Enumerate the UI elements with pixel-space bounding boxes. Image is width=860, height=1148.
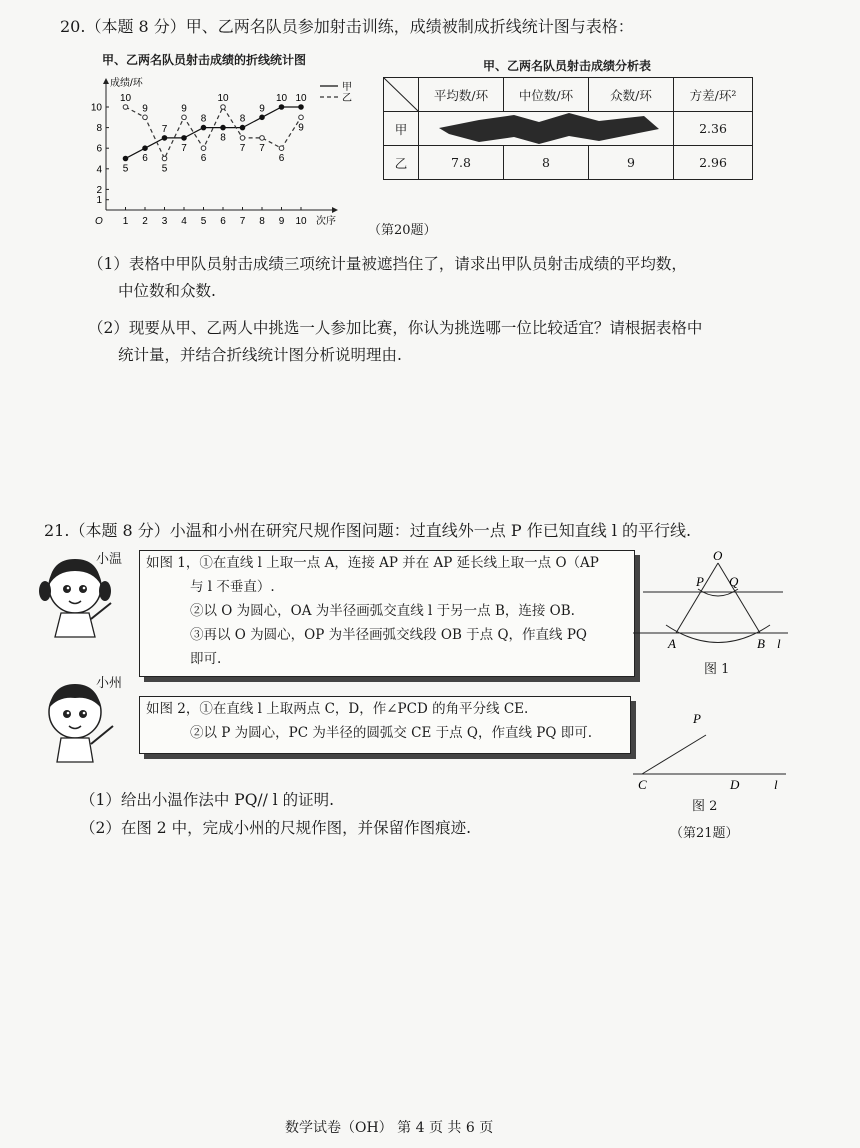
x-tick-label: 1 — [122, 216, 129, 227]
fig1-line-l: l — [777, 636, 781, 650]
mean-value: 7.8 — [419, 146, 504, 180]
data-label: 9 — [181, 103, 187, 115]
fig1-point-b: B — [757, 636, 765, 650]
median-value: 8 — [504, 146, 589, 180]
table-title: 甲、乙两名队员射击成绩分析表 — [483, 59, 652, 73]
box2-line: ②以 P 为圆心，PC 为半径的圆弧交 CE 于点 Q，作直线 PQ 即可. — [190, 725, 593, 741]
data-label: 6 — [278, 153, 285, 165]
data-label: 7 — [239, 142, 246, 154]
data-label: 8 — [200, 113, 207, 125]
fig1-point-o: O — [713, 548, 723, 563]
data-point — [182, 115, 187, 120]
origin-label: O — [95, 216, 103, 227]
y-tick-label: 4 — [96, 164, 102, 176]
chart-title: 甲、乙两名队员射击成绩的折线统计图 — [102, 53, 307, 67]
obscuring-blot — [419, 112, 671, 145]
data-label: 6 — [200, 153, 207, 165]
data-point — [299, 105, 304, 110]
data-label: 8 — [220, 132, 226, 144]
q20-heading: 20.（本题 8 分）甲、乙两名队员参加射击训练，成绩被制成折线统计图与表格： — [60, 17, 634, 36]
y-tick-label: 2 — [96, 184, 102, 196]
x-tick-label: 3 — [161, 216, 168, 227]
table-row — [384, 146, 753, 180]
figure-2 — [628, 707, 793, 797]
y-tick-label: 10 — [90, 102, 102, 114]
x-axis-label: 次序 — [316, 216, 336, 227]
x-tick-label: 2 — [142, 216, 148, 227]
data-point — [221, 105, 226, 110]
y-tick-label: 8 — [96, 123, 102, 135]
fig2-point-c: C — [638, 777, 647, 792]
x-axis-arrow — [332, 207, 338, 213]
table-header-row — [384, 78, 753, 112]
mode-value: 9 — [589, 146, 674, 180]
x-tick-label: 5 — [200, 216, 207, 227]
name-xiaozhou: 小州 — [96, 676, 123, 691]
chart-lines — [126, 107, 302, 159]
header-median: 中位数/环 — [504, 78, 589, 112]
box2-line: 如图 2，①在直线 l 上取两点 C，D，作∠PCD 的角平分线 CE. — [146, 701, 529, 717]
q20-sub1-line2: 中位数和众数. — [118, 282, 216, 300]
variance-value: 2.36 — [674, 112, 753, 146]
data-point — [123, 156, 128, 161]
q21-caption: （第21题） — [670, 826, 739, 841]
box1-line: ②以 O 为圆心，OA 为半径画弧交直线 l 于另一点 B，连接 OB. — [190, 603, 575, 619]
data-point — [162, 156, 167, 161]
q20-sub2 — [88, 315, 808, 369]
data-point — [201, 125, 206, 130]
data-point — [123, 105, 128, 110]
data-point — [201, 146, 206, 151]
data-label: 10 — [217, 93, 229, 104]
data-label: 10 — [275, 93, 288, 104]
fig2-label: 图 2 — [692, 799, 718, 814]
data-point — [143, 115, 148, 120]
box-xiaozhou — [139, 696, 631, 754]
data-label: 8 — [239, 113, 246, 125]
q21-sub1: （1）给出小温作法中 PQ// l 的证明. — [80, 791, 335, 809]
stats-table — [383, 77, 753, 180]
data-label: 10 — [119, 93, 132, 104]
data-label: 7 — [161, 123, 168, 135]
box1-line: 与 l 不垂直）. — [190, 579, 275, 595]
data-point — [279, 146, 284, 151]
data-point — [240, 136, 245, 141]
figure-1 — [628, 545, 793, 650]
y-axis-arrow — [103, 78, 109, 84]
variance-value: 2.96 — [674, 146, 753, 180]
obscured-cells — [419, 112, 674, 146]
data-point — [221, 125, 226, 130]
data-point — [260, 136, 265, 141]
q20-sub2-line1: （2）现要从甲、乙两人中挑选一人参加比赛，你认为挑选哪一位比较适宜？请根据表格中 — [88, 319, 703, 337]
legend-label: 乙 — [342, 93, 352, 104]
box1-line: ③再以 O 为圆心，OP 为半径画弧交线段 OB 于点 Q，作直线 PQ — [190, 627, 587, 643]
box1-line: 即可. — [190, 651, 222, 667]
series-line-2 — [126, 107, 302, 159]
q21-sub2: （2）在图 2 中，完成小州的尺规作图，并保留作图痕迹. — [80, 819, 472, 837]
data-label: 9 — [142, 103, 148, 115]
page-footer: 数学试卷（OH） 第 4 页 共 6 页 — [285, 1120, 494, 1136]
data-label: 9 — [259, 103, 265, 115]
fig2-point-d: D — [730, 777, 740, 792]
y-axis-label: 成绩/环 — [110, 78, 143, 89]
data-label: 7 — [181, 142, 187, 154]
box1-line: 如图 1，①在直线 l 上取一点 A，连接 AP 并在 AP 延长线上取一点 O（AP — [146, 555, 599, 571]
table-row — [384, 112, 753, 146]
legend-label: 甲 — [342, 82, 352, 93]
box-xiaowen — [139, 550, 635, 677]
x-tick-label: 6 — [220, 216, 226, 227]
x-tick-label: 7 — [239, 216, 246, 227]
data-point — [162, 136, 167, 141]
fig2-line-l: l — [774, 777, 778, 792]
fig1-label: 图 1 — [704, 662, 730, 677]
chart-marks — [120, 93, 307, 175]
chart-legend — [320, 81, 352, 104]
data-label: 5 — [161, 163, 168, 175]
row-name: 甲 — [384, 112, 419, 146]
y-tick-label: 6 — [96, 143, 102, 155]
data-point — [182, 136, 187, 141]
x-tick-label: 4 — [181, 216, 187, 227]
fig1-point-a: A — [668, 636, 676, 650]
table-corner — [384, 78, 419, 112]
q21-heading: 21.（本题 8 分）小温和小州在研究尺规作图问题：过直线外一点 P 作已知直线 l 的平行线. — [44, 521, 692, 540]
x-tick-label: 8 — [259, 216, 265, 227]
data-point — [260, 115, 265, 120]
data-label: 6 — [142, 153, 148, 165]
data-label: 5 — [122, 163, 129, 175]
q20-sub1-line1: （1）表格中甲队员射击成绩三项统计量被遮挡住了，请求出甲队员射击成绩的平均数， — [88, 255, 687, 273]
x-tick-label: 10 — [295, 216, 307, 227]
fig1-point-p: P — [696, 574, 704, 589]
data-point — [240, 125, 245, 130]
q20-sub2-line2: 统计量，并结合折线统计图分析说明理由. — [118, 346, 402, 364]
y-tick-label: 1 — [96, 195, 102, 207]
fig2-point-p: P — [693, 711, 701, 726]
data-point — [279, 105, 284, 110]
x-tick-label: 9 — [278, 216, 285, 227]
data-label: 7 — [259, 142, 265, 154]
data-label: 9 — [298, 122, 304, 134]
q20-sub1 — [88, 251, 808, 305]
q20-caption: （第20题） — [368, 223, 437, 238]
name-xiaowen: 小温 — [96, 552, 123, 567]
line-chart — [80, 70, 370, 230]
data-label: 10 — [295, 93, 307, 104]
header-mode: 众数/环 — [589, 78, 674, 112]
header-variance: 方差/环² — [674, 78, 753, 112]
header-mean: 平均数/环 — [419, 78, 504, 112]
data-point — [299, 115, 304, 120]
data-point — [143, 146, 148, 151]
fig1-point-q: Q — [729, 574, 739, 589]
row-name: 乙 — [384, 146, 419, 180]
